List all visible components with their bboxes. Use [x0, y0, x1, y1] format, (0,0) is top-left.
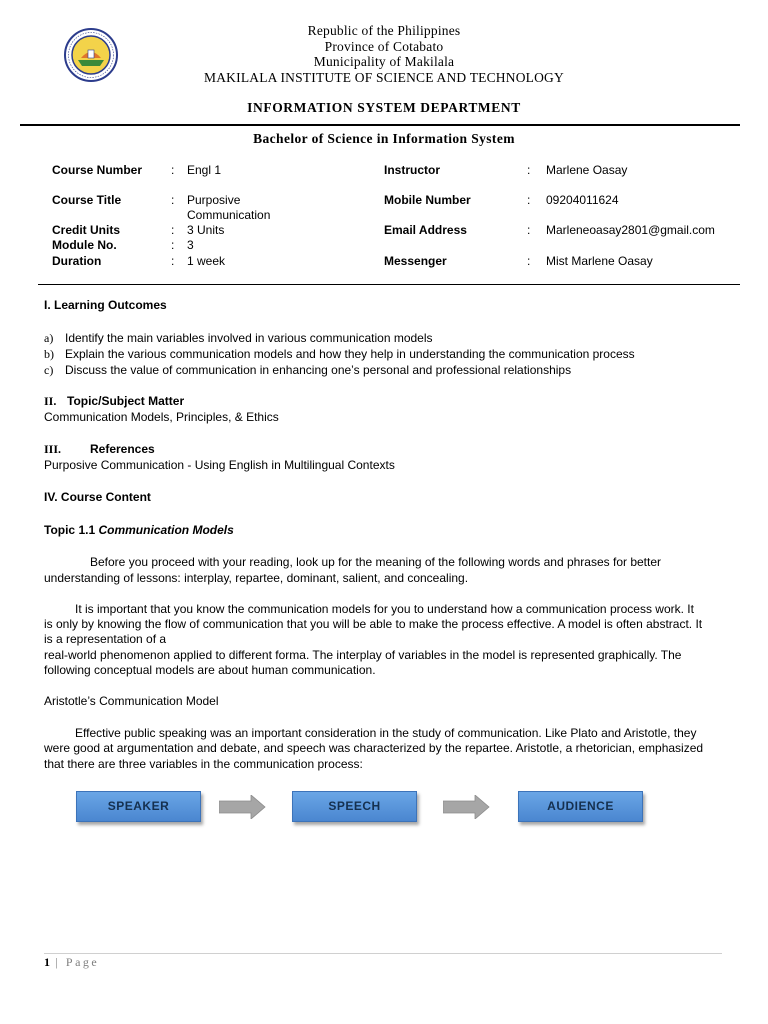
- paragraph-2-line-5: following conceptual models are about human communication.: [44, 663, 376, 677]
- colon: :: [527, 193, 531, 207]
- email-address-label: Email Address: [384, 223, 467, 237]
- department-title: INFORMATION SYSTEM DEPARTMENT: [247, 100, 521, 115]
- mobile-number-label: Mobile Number: [384, 193, 471, 207]
- colon: :: [527, 223, 531, 237]
- degree-title: Bachelor of Science in Information System: [253, 131, 515, 146]
- course-number-label: Course Number: [52, 163, 143, 177]
- colon: :: [527, 163, 531, 177]
- email-address-value: Marleneoasay2801@gmail.com: [546, 223, 715, 237]
- colon: :: [527, 254, 531, 268]
- topic-numeral: II.: [44, 394, 57, 408]
- header-divider: [20, 124, 740, 126]
- letterhead-line-4: MAKILALA INSTITUTE OF SCIENCE AND TECHNOLOGY: [204, 69, 564, 85]
- course-title-value: Purposive Communication: [187, 193, 271, 222]
- topic-heading: Topic/Subject Matter: [67, 394, 185, 408]
- letterhead-line-2: Province of Cotabato: [324, 38, 444, 54]
- module-no-value: 3: [187, 238, 194, 252]
- outcome-a: Identify the main variables involved in various communication models: [65, 331, 433, 345]
- speaker-box: SPEAKER: [76, 791, 201, 822]
- outcome-c: Discuss the value of communication in enhancing one’s personal and professional relationships: [65, 363, 572, 377]
- colon: :: [171, 193, 175, 207]
- learning-outcomes-heading: I. Learning Outcomes: [44, 298, 167, 312]
- topic-1-1-title: Communication Models: [98, 523, 234, 537]
- footer-divider: [44, 953, 722, 954]
- paragraph-3-line-3: that there are three variables in the communication process:: [44, 757, 363, 771]
- references-heading: References: [90, 442, 155, 456]
- module-no-label: Module No.: [52, 238, 117, 252]
- colon: :: [171, 163, 175, 177]
- credit-units-label: Credit Units: [52, 223, 121, 237]
- paragraph-2-line-1: It is important that you know the communication models for you to understand how a communication process work. It: [75, 602, 694, 616]
- paragraph-1-line-2: understanding of lessons: interplay, repartee, dominant, salient, and concealing.: [44, 571, 469, 585]
- paragraph-2-line-3: is a representation of a: [44, 632, 167, 646]
- page-label: Page: [65, 955, 100, 969]
- colon: :: [171, 238, 175, 252]
- credit-units-value: 3 Units: [187, 223, 225, 237]
- colon: :: [171, 223, 175, 237]
- arrow-right-icon: [443, 795, 491, 819]
- paragraph-2-line-2: is only by knowing the flow of communication that you will be able to make the process effective. A model is often abstract. It: [44, 617, 703, 631]
- messenger-label: Messenger: [384, 254, 447, 268]
- paragraph-2-line-4: real-world phenomenon applied to different forma. The interplay of variables in the model is represented graphically. The: [44, 648, 682, 662]
- outcome-marker-a: a): [44, 331, 54, 345]
- page-separator: |: [50, 955, 66, 969]
- paragraph-3-line-1: Effective public speaking was an important consideration in the study of communication. Like Plato and Aristotle, they: [75, 726, 697, 740]
- instructor-label: Instructor: [384, 163, 441, 177]
- topic-1-1-prefix: Topic 1.1: [44, 523, 99, 537]
- references-numeral: III.: [44, 442, 62, 456]
- mobile-number-value: 09204011624: [546, 193, 619, 207]
- outcome-marker-c: c): [44, 363, 54, 377]
- references-text: Purposive Communication - Using English in Multilingual Contexts: [44, 458, 395, 472]
- page-footer: [44, 955, 99, 970]
- arrow-right-icon: [219, 795, 267, 819]
- letterhead-line-1: Republic of the Philippines: [307, 23, 461, 38]
- audience-box: AUDIENCE: [518, 791, 643, 822]
- letterhead: [0, 23, 768, 85]
- duration-label: Duration: [52, 254, 102, 268]
- paragraph-1-line-1: Before you proceed with your reading, look up for the meaning of the following words and phrases for better: [90, 555, 662, 569]
- messenger-value: Mist Marlene Oasay: [546, 254, 653, 268]
- duration-value: 1 week: [187, 254, 226, 268]
- course-number-value: Engl 1: [187, 163, 222, 177]
- aristotle-model-heading: Aristotle’s Communication Model: [44, 694, 219, 708]
- info-divider: [38, 284, 740, 285]
- letterhead-line-3: Municipality of Makilala: [313, 54, 455, 69]
- course-content-heading: IV. Course Content: [44, 490, 151, 504]
- page-number: 1: [44, 955, 50, 969]
- topic-1-1-heading: [44, 523, 234, 539]
- colon: :: [171, 254, 175, 268]
- paragraph-3-line-2: were good at argumentation and debate, and speech was characterized by the repartee. Aristotle, a rhetorician, emphasized: [44, 741, 704, 755]
- outcome-b: Explain the various communication models and how they help in understanding the communication process: [65, 347, 635, 361]
- outcome-marker-b: b): [44, 347, 54, 361]
- course-title-label: Course Title: [52, 193, 122, 207]
- speech-box: SPEECH: [292, 791, 417, 822]
- instructor-value: Marlene Oasay: [546, 163, 628, 177]
- topic-text: Communication Models, Principles, & Ethics: [44, 410, 279, 424]
